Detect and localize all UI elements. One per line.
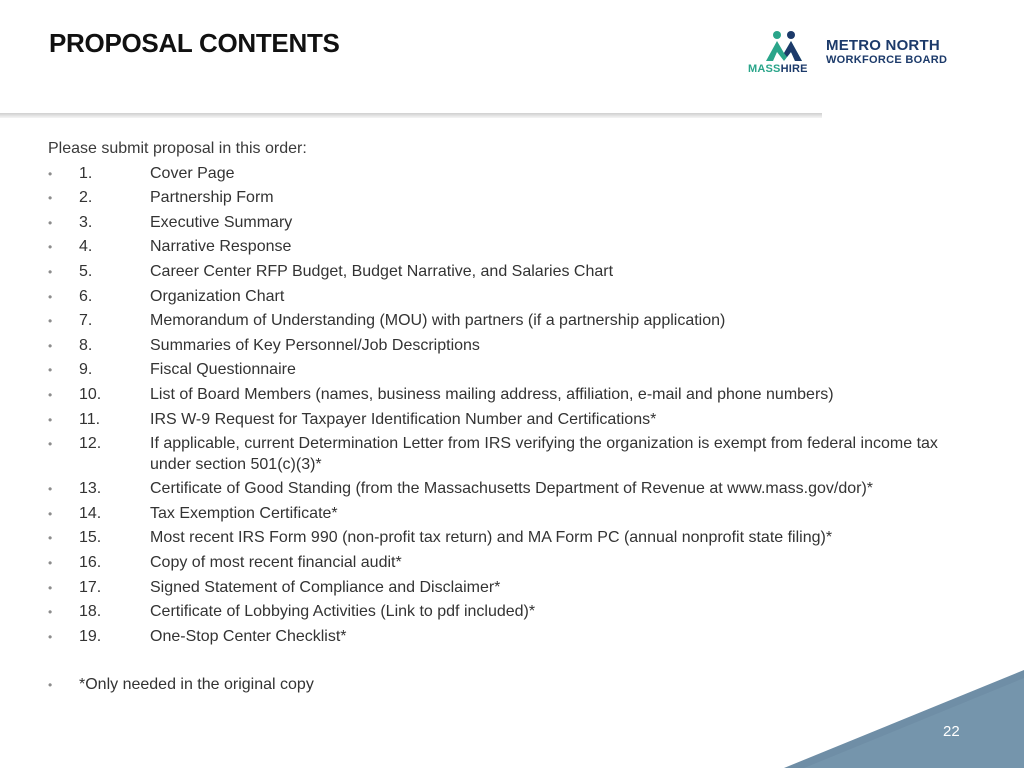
list-item-number: 13. — [79, 480, 102, 498]
corner-decoration — [784, 670, 1024, 768]
bullet-dot-icon: • — [48, 531, 53, 546]
bullet-dot-icon: • — [48, 437, 53, 452]
list-item-number: 3. — [79, 213, 93, 231]
bullet-dot-icon: • — [48, 580, 53, 595]
list-item-text: Cover Page — [150, 164, 235, 182]
submission-list — [48, 162, 978, 650]
list-item-text: IRS W-9 Request for Taxpayer Identification Number and Certifications* — [150, 410, 657, 428]
bullet-dot-icon: • — [48, 678, 53, 693]
bullet-dot-icon: • — [48, 387, 53, 402]
list-item-number: 17. — [79, 578, 102, 596]
list-item — [48, 383, 978, 408]
list-item-text: Fiscal Questionnaire — [150, 361, 296, 379]
board-name-line1: METRO NORTH — [826, 37, 940, 54]
content-body — [48, 137, 978, 698]
bullet-dot-icon: • — [48, 289, 53, 304]
list-item-text: One-Stop Center Checklist* — [150, 627, 347, 645]
list-item — [48, 285, 978, 310]
list-item-number: 15. — [79, 529, 102, 547]
list-item-number: 7. — [79, 312, 93, 330]
list-item-number: 2. — [79, 189, 93, 207]
list-item-text: Summaries of Key Personnel/Job Descriptions — [150, 336, 480, 354]
header-divider — [0, 113, 822, 118]
list-item-text: Signed Statement of Compliance and Disclaimer* — [150, 578, 501, 596]
masshire-hire: HIRE — [780, 63, 808, 75]
bullet-dot-icon: • — [48, 240, 53, 255]
list-item-text: If applicable, current Determination Letter from IRS verifying the organization is exempt from federal income tax under section 501(c)(3)* — [150, 435, 938, 473]
bullet-dot-icon: • — [48, 629, 53, 644]
list-item-number: 10. — [79, 385, 102, 403]
list-item-number: 18. — [79, 603, 102, 621]
list-item-text: Copy of most recent financial audit* — [150, 553, 402, 571]
list-item-text: Executive Summary — [150, 213, 293, 231]
list-item-text: Narrative Response — [150, 238, 292, 256]
list-item-text: Most recent IRS Form 990 (non-profit tax return) and MA Form PC (annual nonprofit state filing)* — [150, 529, 833, 547]
list-item-number: 8. — [79, 336, 93, 354]
list-item-number: 6. — [79, 287, 93, 305]
list-item-number: 11. — [79, 410, 101, 428]
list-item-number: 19. — [79, 627, 102, 645]
bullet-dot-icon: • — [48, 605, 53, 620]
bullet-dot-icon: • — [48, 264, 53, 279]
board-name — [826, 38, 947, 66]
list-item-text: List of Board Members (names, business mailing address, affiliation, e-mail and phone numbers) — [150, 385, 834, 403]
bullet-dot-icon: • — [48, 363, 53, 378]
list-item-text: Organization Chart — [150, 287, 285, 305]
list-item-number: 16. — [79, 553, 102, 571]
list-item-number: 1. — [79, 164, 93, 182]
list-item — [48, 551, 978, 576]
list-item — [48, 358, 978, 383]
list-item-number: 9. — [79, 361, 93, 379]
bullet-dot-icon: • — [48, 314, 53, 329]
list-item-text: Certificate of Lobbying Activities (Link to pdf included)* — [150, 603, 536, 621]
bullet-dot-icon: • — [48, 191, 53, 206]
intro-text: Please submit proposal in this order: — [48, 140, 307, 157]
list-item-text: Partnership Form — [150, 189, 274, 207]
list-item — [48, 211, 978, 236]
list-item-text: Tax Exemption Certificate* — [150, 504, 338, 522]
board-name-line2: WORKFORCE BOARD — [826, 54, 948, 66]
list-item — [48, 162, 978, 187]
list-item-text: Career Center RFP Budget, Budget Narrative, and Salaries Chart — [150, 262, 614, 280]
list-item — [48, 260, 978, 285]
page-title: PROPOSAL CONTENTS — [49, 28, 340, 58]
bullet-dot-icon: • — [48, 215, 53, 230]
masshire-mass: MASS — [748, 63, 781, 75]
list-item — [48, 432, 978, 477]
list-item — [48, 334, 978, 359]
list-item — [48, 235, 978, 260]
bullet-dot-icon: • — [48, 338, 53, 353]
people-icon — [762, 30, 806, 62]
list-item-number: 4. — [79, 238, 93, 256]
list-item — [48, 600, 978, 625]
list-item-number: 12. — [79, 435, 102, 453]
list-item — [48, 526, 978, 551]
page-number: 22 — [943, 723, 960, 740]
bullet-dot-icon: • — [48, 482, 53, 497]
list-item-number: 5. — [79, 262, 93, 280]
bullet-dot-icon: • — [48, 555, 53, 570]
footnote-text: *Only needed in the original copy — [79, 676, 314, 694]
list-item — [48, 186, 978, 211]
list-item-number: 14. — [79, 504, 102, 522]
list-item-text: Memorandum of Understanding (MOU) with partners (if a partnership application) — [150, 312, 726, 330]
list-item — [48, 625, 978, 650]
bullet-dot-icon: • — [48, 166, 53, 181]
list-item-text: Certificate of Good Standing (from the Massachusetts Department of Revenue at www.mass.gov/dor)* — [150, 480, 873, 498]
list-item — [48, 576, 978, 601]
masshire-wordmark — [748, 63, 808, 75]
list-item — [48, 309, 978, 334]
bullet-dot-icon: • — [48, 412, 53, 427]
list-item — [48, 502, 978, 527]
list-item — [48, 408, 978, 433]
bullet-dot-icon: • — [48, 506, 53, 521]
list-item — [48, 477, 978, 502]
masshire-logo — [748, 30, 968, 80]
